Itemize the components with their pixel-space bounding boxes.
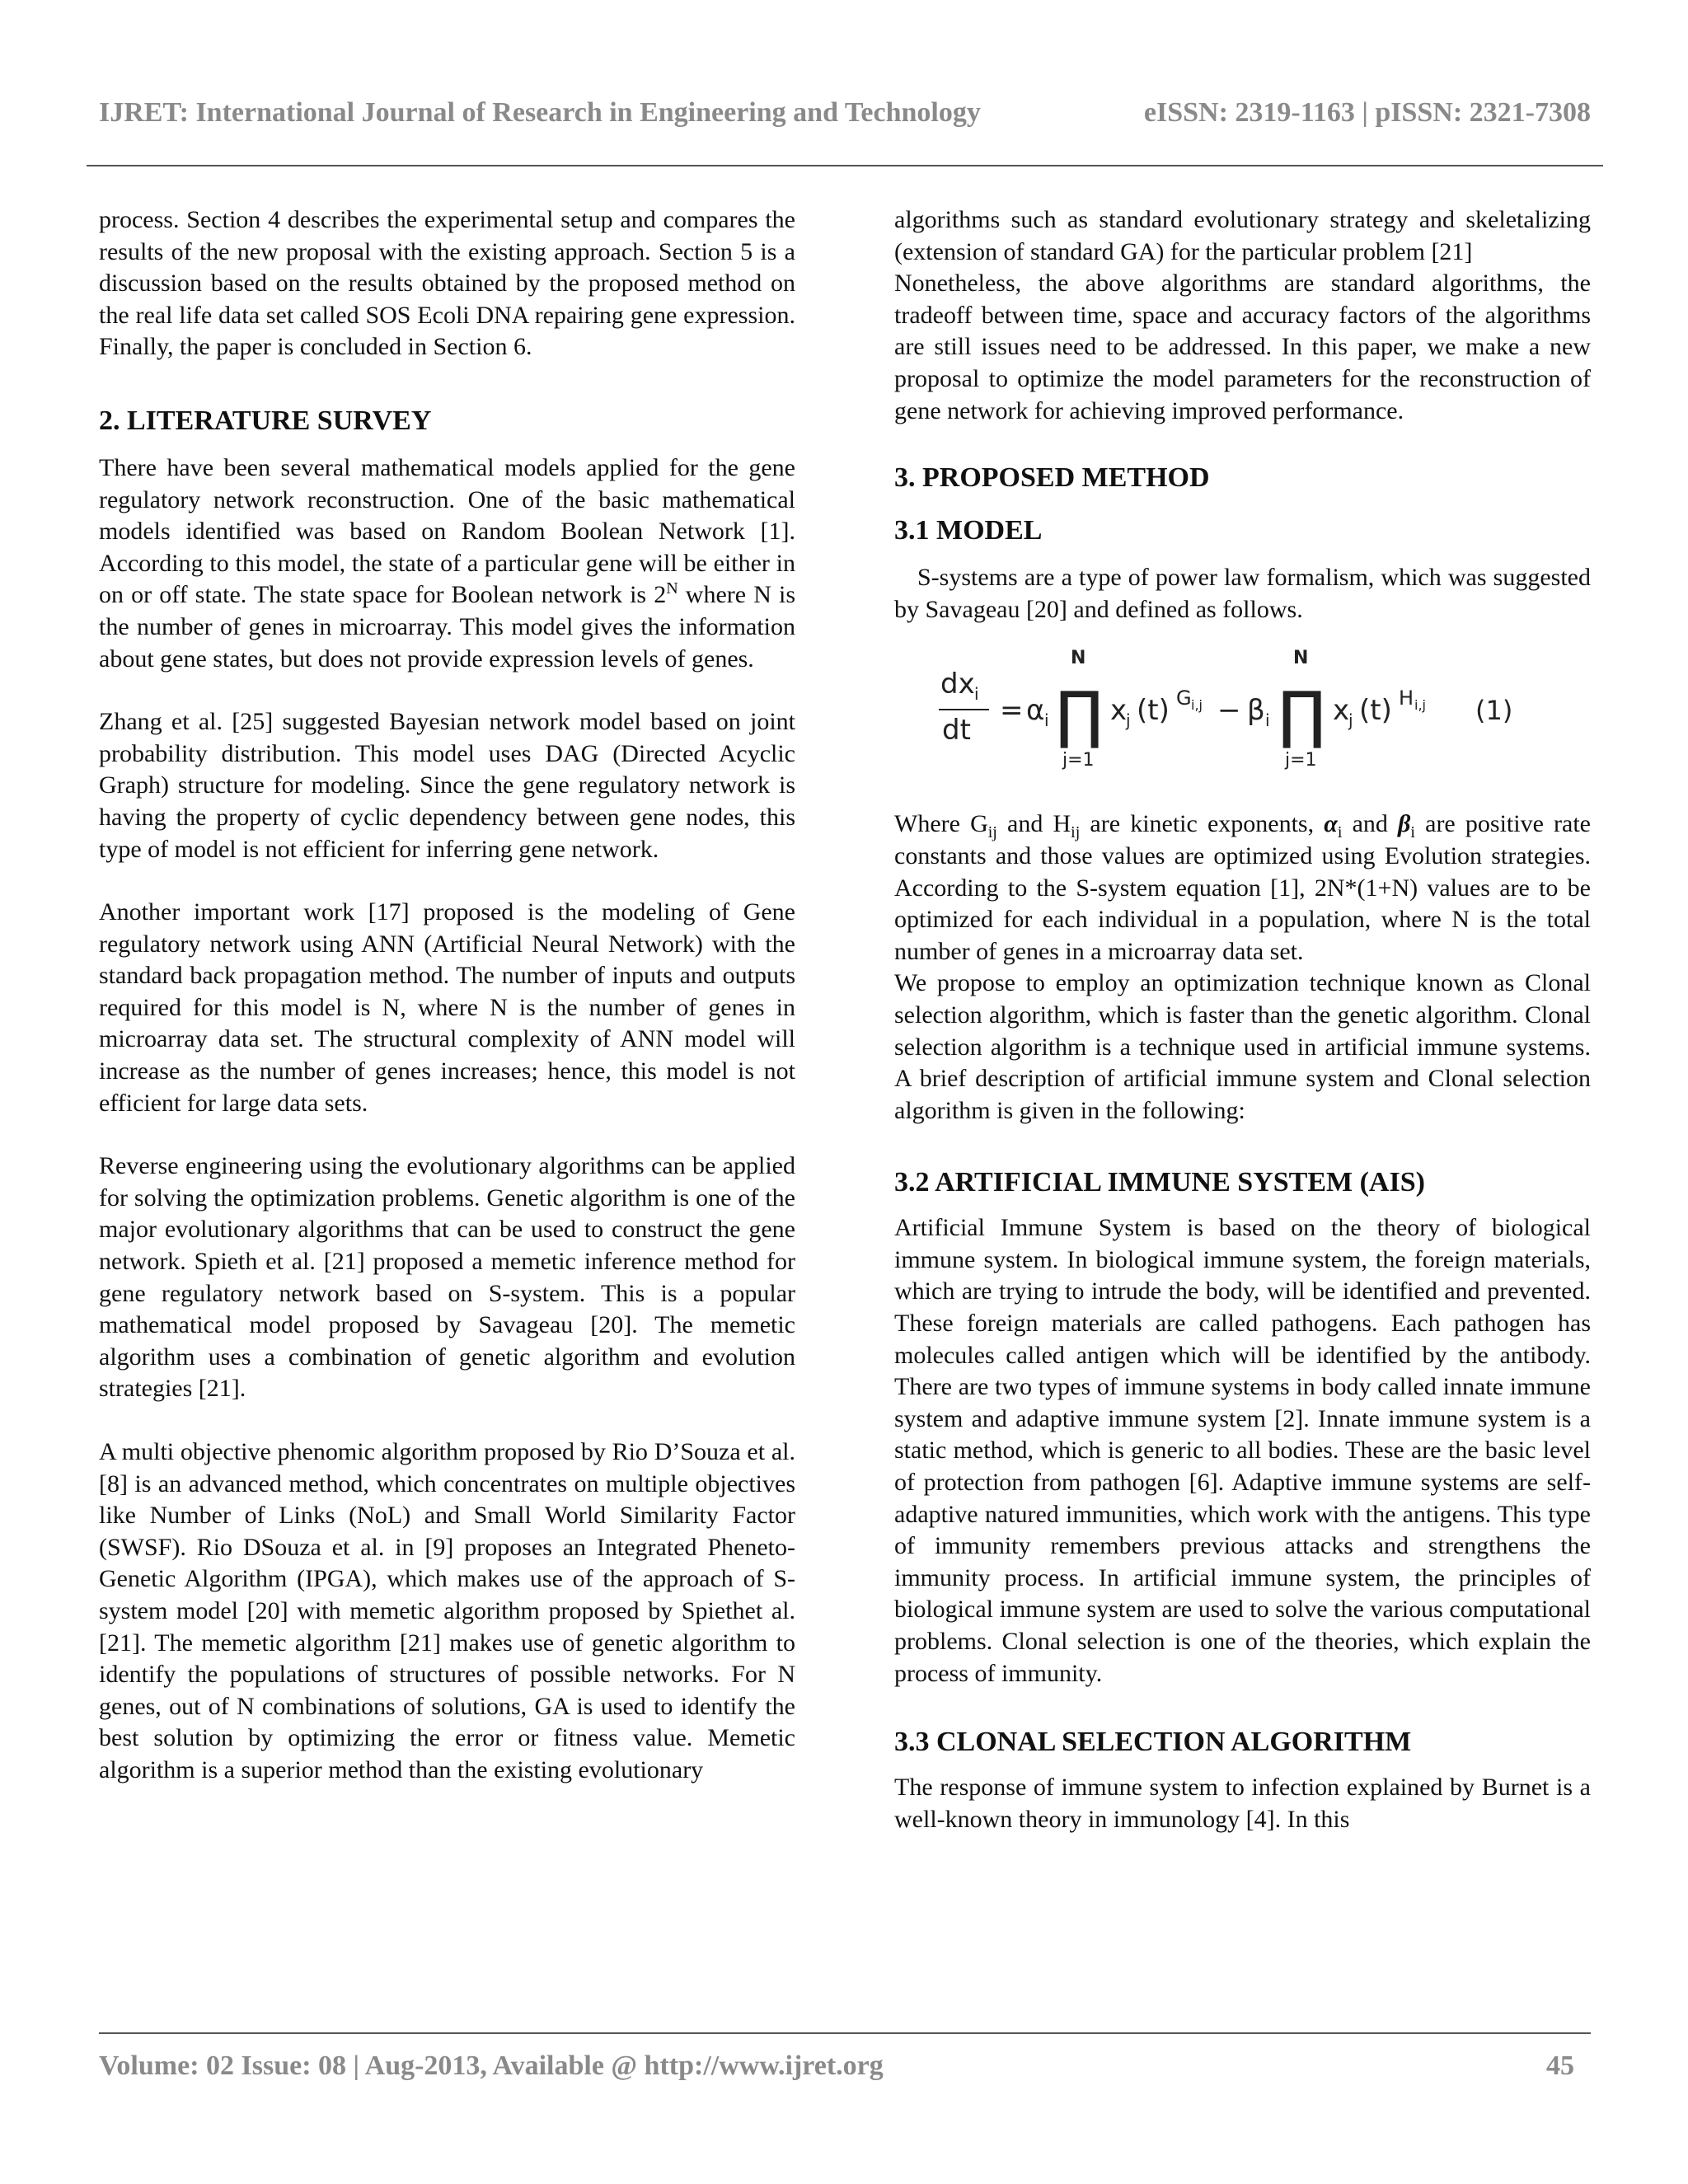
svg-text:(t): (t) xyxy=(1137,694,1170,728)
svg-text:dx: dx xyxy=(940,668,975,701)
subsection-heading-ais: 3.2 ARTIFICIAL IMMUNE SYSTEM (AIS) xyxy=(894,1167,1425,1198)
paragraph: Another important work [17] proposed is the modeling of Gene regulatory network using ANN (Artificial Neural Network) with the standard back propagation method. The number of inputs and outputs required for this model is N, where N is the number of genes in microarray data set. The structural complexity of ANN model will increase as the number of genes increases; hence, this model is not efficient for large data sets. xyxy=(99,898,795,1117)
svg-text:(t): (t) xyxy=(1359,694,1392,728)
paragraph: process. Section 4 describes the experimental setup and compares the results of the new proposal with the existing approach. Section 5 is a discussion based on the results obtained by the proposed method on the real life data set called SOS Ecoli DNA repairing gene expression. Finally, the paper is concluded in Section 6. xyxy=(99,206,795,361)
svg-text:j=1: j=1 xyxy=(1285,750,1317,771)
left-column xyxy=(99,204,795,1787)
section-heading-literature-survey: 2. LITERATURE SURVEY xyxy=(99,405,432,436)
volume-info: Volume: 02 Issue: 08 | Aug-2013, Available @ http://www.ijret.org xyxy=(99,2050,884,2081)
svg-text:dt: dt xyxy=(942,714,971,748)
svg-text:N: N xyxy=(1293,648,1309,669)
paragraph: A multi objective phenomic algorithm proposed by Rio D’Souza et al. [8] is an advanced method, which concentrates on multiple objectives like Number of Links (NoL) and Small World Similarity Factor (SWSF). Rio DSouza et al. in [9] proposes an Integrated Pheneto-Genetic Algorithm (IPGA), which makes use of the approach of S-system model [20] with memetic algorithm proposed by Spiethet al. [21]. The memetic algorithm [21] makes use of genetic algorithm to identify the populations of structures of possible networks. For N genes, out of N combinations of solutions, GA is used to identify the best solution by optimizing the error or fitness value. Memetic algorithm is a superior method than the existing evolutionary xyxy=(99,1438,795,1783)
svg-text:G: G xyxy=(1176,687,1192,710)
journal-title: IJRET: International Journal of Research in Engineering and Technology xyxy=(99,97,981,128)
svg-text:−: − xyxy=(1217,694,1241,728)
svg-text:α: α xyxy=(1026,694,1045,728)
running-footer xyxy=(99,2050,1574,2082)
paragraph: Where $G_{ij}$ and $H_{ij}$ are kinetic exponents, $\alpha_i$ and $\beta_i$ are positive rate constants and those values are optimized using Evolution strategies. According to the S-system equation [1], 2N*(1+N) values are to be optimized for each individual in a population, where N is the total number of genes in a microarray data set. xyxy=(894,810,1591,965)
paragraph: algorithms such as standard evolutionary strategy and skeletalizing (extension of standard GA) for the particular problem [21] xyxy=(894,206,1591,265)
svg-text:x: x xyxy=(1110,694,1128,728)
svg-text:j: j xyxy=(1126,710,1131,731)
s-system-equation xyxy=(894,645,1521,777)
svg-text:∏: ∏ xyxy=(1278,677,1326,752)
paragraph: We propose to employ an optimization technique known as Clonal selection algorithm, which is faster than the genetic algorithm. Clonal selection algorithm is a technique used in artificial immune systems. A brief description of artificial immune system and Clonal selection algorithm is given in the following: xyxy=(894,969,1591,1124)
svg-text:N: N xyxy=(1071,648,1086,669)
page-number: 45 xyxy=(1546,2050,1574,2081)
paragraph: Zhang et al. [25] suggested Bayesian network model based on joint probability distribution. This model uses DAG (Directed Acyclic Graph) structure for modeling. Since the gene regulatory network is having the property of cyclic dependency between gene nodes, this type of model is not efficient for inferring gene network. xyxy=(99,708,795,863)
svg-text:H: H xyxy=(1399,687,1414,710)
section-heading-proposed-method: 3. PROPOSED METHOD xyxy=(894,462,1210,494)
svg-text:i: i xyxy=(974,684,979,705)
svg-text:x: x xyxy=(1333,694,1350,728)
paragraph: Reverse engineering using the evolutionary algorithms can be applied for solving the optimization problems. Genetic algorithm is one of the major evolutionary algorithms that can be used to construct the gene network. Spieth et al. [21] proposed a memetic inference method for gene regulatory network based on S-system. This is a popular mathematical model proposed by Savageau [20]. The memetic algorithm uses a combination of genetic algorithm and evolution strategies [21]. xyxy=(99,1152,795,1403)
svg-text:i,j: i,j xyxy=(1191,697,1203,714)
header-rule xyxy=(87,165,1603,166)
paragraph: Artificial Immune System is based on the theory of biological immune system. In biological immune system, the foreign materials, which are trying to intrude the body, will be identified and prevented. These foreign materials are called pathogens. Each pathogen has molecules called antigen which will be identified by the antibody. There are two types of immune systems in body called innate immune system and adaptive immune system [2]. Innate immune system is a static method, which is generic to all bodies. These are the basic level of protection from pathogen [6]. Adaptive immune systems are self-adaptive natured immunities, which work with the antigens. This type of immunity remembers previous attacks and strengthens the immunity process. In artificial immune system, the principles of biological immune system are used to solve the various computational problems. Clonal selection is one of the theories, which explain the process of immunity. xyxy=(894,1214,1591,1687)
paragraph: Nonetheless, the above algorithms are standard algorithms, the tradeoff between time, space and accuracy factors of the algorithms are still issues need to be addressed. In this paper, we make a new proposal to optimize the model parameters for the reconstruction of gene network for achieving improved performance. xyxy=(894,269,1591,424)
paragraph: There have been several mathematical models applied for the gene regulatory network reconstruction. One of the basic mathematical models identified was based on Random Boolean Network [1]. According to this model, the state of a particular gene will be either in on or off state. The state space for Boolean network is $2^N$ where N is the number of genes in microarray. This model gives the information about gene states, but does not provide expression levels of genes. xyxy=(99,453,795,673)
svg-text:∏: ∏ xyxy=(1056,677,1104,752)
subsection-heading-clonal-selection: 3.3 CLONAL SELECTION ALGORITHM xyxy=(894,1727,1412,1758)
svg-text:j: j xyxy=(1348,710,1353,731)
svg-text:i: i xyxy=(1265,710,1270,731)
svg-text:β: β xyxy=(1247,694,1265,728)
svg-text:=: = xyxy=(1000,694,1024,728)
paragraph: The response of immune system to infection explained by Burnet is a well-known theory in immunology [4]. In this xyxy=(894,1774,1591,1833)
footer-rule xyxy=(99,2032,1591,2034)
right-column xyxy=(894,204,1591,1835)
svg-text:i: i xyxy=(1044,710,1049,731)
paragraph: S-systems are a type of power law formalism, which was suggested by Savageau [20] and defined as follows. xyxy=(894,564,1591,623)
issn-numbers: eISSN: 2319-1163 | pISSN: 2321-7308 xyxy=(1143,97,1591,128)
running-header xyxy=(99,97,1591,129)
svg-text:(1): (1) xyxy=(1475,695,1513,727)
subsection-heading-model: 3.1 MODEL xyxy=(894,515,1043,546)
svg-text:i,j: i,j xyxy=(1414,697,1426,714)
svg-text:j=1: j=1 xyxy=(1062,750,1095,771)
